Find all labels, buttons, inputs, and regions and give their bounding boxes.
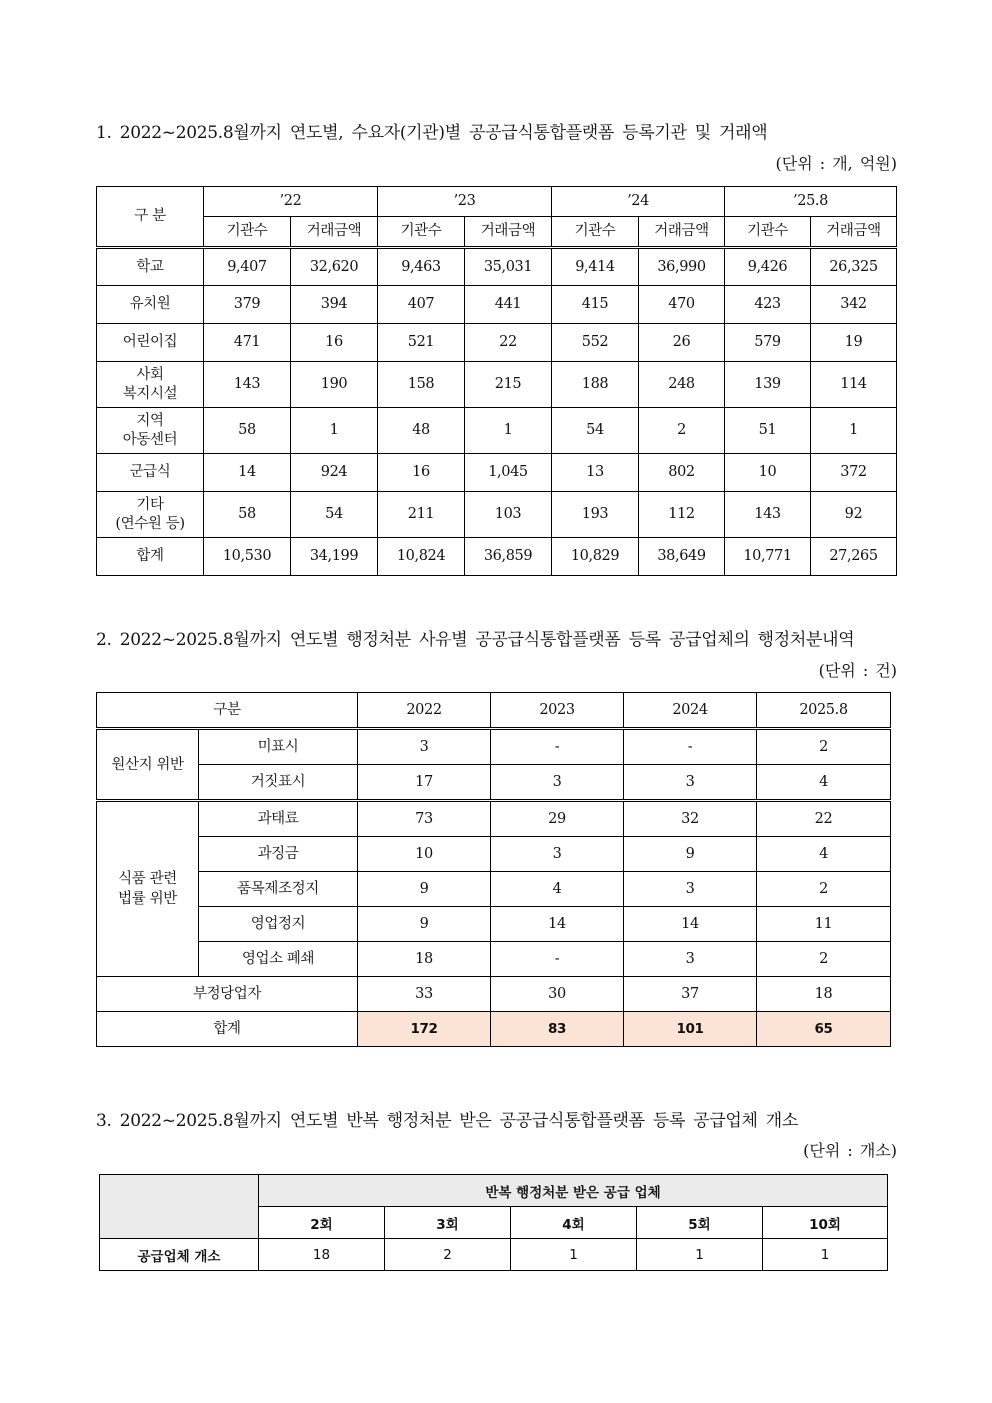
group-food-line: 식품 관련 <box>118 871 177 887</box>
cell: 112 <box>639 492 725 538</box>
total-label: 합계 <box>97 1012 358 1047</box>
cell: 407 <box>378 286 465 324</box>
header-count: 2회 <box>259 1207 385 1239</box>
cell: 2 <box>757 729 891 765</box>
header-institutions: 기관수 <box>204 217 291 248</box>
cell: 3 <box>624 942 757 977</box>
cell: 188 <box>552 362 639 408</box>
cell: 18 <box>757 977 891 1012</box>
cell: 29 <box>491 801 624 837</box>
section3-title: 3. 2022~2025.8월까지 연도별 반복 행정처분 받은 공공급식통합플랫폼 등록 공급업체 개소 <box>96 1111 799 1131</box>
cell: 248 <box>639 362 725 408</box>
cell: 33 <box>358 977 491 1012</box>
total-cell: 83 <box>491 1012 624 1047</box>
header-amount: 거래금액 <box>639 217 725 248</box>
cell: 36,990 <box>639 248 725 286</box>
cell: 10 <box>358 837 491 872</box>
administrative-actions-table <box>96 692 891 1047</box>
cell: 2 <box>757 942 891 977</box>
row-label <box>97 286 204 324</box>
table-row <box>97 408 897 454</box>
row-label-line: 사회 <box>136 366 164 383</box>
group-origin-violation: 원산지 위반 <box>97 729 199 801</box>
row-label-line: 아동센터 <box>122 431 178 448</box>
cell: 32,620 <box>291 248 378 286</box>
table-row <box>97 362 897 408</box>
table-row <box>97 248 897 286</box>
header-count: 4회 <box>511 1207 637 1239</box>
row-label <box>97 324 204 362</box>
header-category: 구분 <box>97 693 358 729</box>
header-year: ’22 <box>204 187 378 217</box>
row-label: 공급업체 개소 <box>100 1239 259 1271</box>
row-label: 부정당업자 <box>97 977 358 1012</box>
row-label-line: (연수원 등) <box>115 515 185 532</box>
cell: 92 <box>811 492 897 538</box>
cell: 1 <box>465 408 552 454</box>
header-year: 2023 <box>491 693 624 729</box>
cell: 139 <box>725 362 811 408</box>
table1-body <box>97 248 897 576</box>
cell: 193 <box>552 492 639 538</box>
section1-unit: (단위 : 개, 억원) <box>775 154 897 173</box>
row-label: 거짓표시 <box>199 765 358 801</box>
section3-unit: (단위 : 개소) <box>803 1141 897 1160</box>
table-row <box>97 492 897 538</box>
cell: 9,414 <box>552 248 639 286</box>
header-institutions: 기관수 <box>552 217 639 248</box>
row-label <box>97 362 204 408</box>
cell: 415 <box>552 286 639 324</box>
cell: 73 <box>358 801 491 837</box>
header-institutions: 기관수 <box>378 217 465 248</box>
cell: 3 <box>491 837 624 872</box>
cell: 32 <box>624 801 757 837</box>
cell: - <box>491 942 624 977</box>
group-food-law-violation <box>97 801 199 977</box>
row-label-line: 학교 <box>136 258 164 275</box>
cell: 3 <box>358 729 491 765</box>
row-label-line: 합계 <box>136 548 164 564</box>
section1-title: 1. 2022~2025.8월까지 연도별, 수요자(기관)별 공공급식통합플랫폼 등록기관 및 거래액 <box>96 123 768 143</box>
cell: 9,407 <box>204 248 291 286</box>
header-year: 2022 <box>358 693 491 729</box>
cell: 19 <box>811 324 897 362</box>
cell: 1 <box>763 1239 888 1271</box>
cell: 423 <box>725 286 811 324</box>
cell: 9 <box>358 872 491 907</box>
cell: 342 <box>811 286 897 324</box>
header-count: 10회 <box>763 1207 888 1239</box>
cell: 10 <box>725 454 811 492</box>
table-row <box>97 454 897 492</box>
cell: 48 <box>378 408 465 454</box>
header-count: 5회 <box>637 1207 763 1239</box>
cell: 36,859 <box>465 538 552 576</box>
header-group: 반복 행정처분 받은 공급 업체 <box>259 1175 888 1207</box>
table-row <box>97 286 897 324</box>
row-label <box>97 454 204 492</box>
total-cell: 172 <box>358 1012 491 1047</box>
section2-title: 2. 2022~2025.8월까지 연도별 행정처분 사유별 공공급식통합플랫폼 등록 공급업체의 행정처분내역 <box>96 630 855 650</box>
cell: 14 <box>204 454 291 492</box>
cell: 372 <box>811 454 897 492</box>
row-label: 과태료 <box>199 801 358 837</box>
cell: 58 <box>204 408 291 454</box>
cell: 17 <box>358 765 491 801</box>
header-year: 2025.8 <box>757 693 891 729</box>
cell: 22 <box>757 801 891 837</box>
cell: 9,426 <box>725 248 811 286</box>
cell: 470 <box>639 286 725 324</box>
row-label <box>97 248 204 286</box>
cell: 9,463 <box>378 248 465 286</box>
cell: 26 <box>639 324 725 362</box>
total-cell: 65 <box>757 1012 891 1047</box>
cell: 30 <box>491 977 624 1012</box>
row-label-line: 유치원 <box>129 296 171 312</box>
cell: 114 <box>811 362 897 408</box>
header-amount: 거래금액 <box>465 217 552 248</box>
cell: - <box>624 729 757 765</box>
cell: 10,771 <box>725 538 811 576</box>
cell: 22 <box>465 324 552 362</box>
cell: 4 <box>757 765 891 801</box>
group-food-line: 법률 위반 <box>118 891 177 907</box>
section2-unit: (단위 : 건) <box>818 661 897 680</box>
header-amount: 거래금액 <box>811 217 897 248</box>
cell: 211 <box>378 492 465 538</box>
cell: 2 <box>757 872 891 907</box>
cell: 103 <box>465 492 552 538</box>
cell: 10,824 <box>378 538 465 576</box>
cell: 552 <box>552 324 639 362</box>
cell: 190 <box>291 362 378 408</box>
row-label <box>97 492 204 538</box>
cell: 37 <box>624 977 757 1012</box>
cell: 16 <box>291 324 378 362</box>
cell: 18 <box>259 1239 385 1271</box>
cell: 51 <box>725 408 811 454</box>
row-label-line: 군급식 <box>129 464 171 480</box>
header-year: 2024 <box>624 693 757 729</box>
row-label: 과징금 <box>199 837 358 872</box>
cell: 579 <box>725 324 811 362</box>
cell: 3 <box>624 765 757 801</box>
cell: 27,265 <box>811 538 897 576</box>
cell: 54 <box>552 408 639 454</box>
cell: 158 <box>378 362 465 408</box>
cell: 54 <box>291 492 378 538</box>
cell: 14 <box>624 907 757 942</box>
table-row <box>97 538 897 576</box>
row-label-line: 복지시설 <box>122 385 178 402</box>
cell: 10,829 <box>552 538 639 576</box>
row-label: 품목제조정지 <box>199 872 358 907</box>
row-label-line: 기타 <box>136 496 164 513</box>
row-label <box>97 538 204 576</box>
row-label: 미표시 <box>199 729 358 765</box>
cell: 9 <box>358 907 491 942</box>
cell: 521 <box>378 324 465 362</box>
cell: 18 <box>358 942 491 977</box>
cell: 143 <box>725 492 811 538</box>
header-year: ’25.8 <box>725 187 897 217</box>
cell: 379 <box>204 286 291 324</box>
cell: 3 <box>491 765 624 801</box>
total-cell: 101 <box>624 1012 757 1047</box>
cell: 13 <box>552 454 639 492</box>
header-institutions: 기관수 <box>725 217 811 248</box>
cell: 4 <box>757 837 891 872</box>
row-label-line: 지역 <box>136 412 164 429</box>
cell: 215 <box>465 362 552 408</box>
cell: 924 <box>291 454 378 492</box>
cell: 26,325 <box>811 248 897 286</box>
header-amount: 거래금액 <box>291 217 378 248</box>
cell: - <box>491 729 624 765</box>
row-label <box>97 408 204 454</box>
cell: 1,045 <box>465 454 552 492</box>
cell: 58 <box>204 492 291 538</box>
header-year: ’23 <box>378 187 552 217</box>
cell: 4 <box>491 872 624 907</box>
header-category: 구 분 <box>97 187 204 248</box>
cell: 802 <box>639 454 725 492</box>
row-label: 영업정지 <box>199 907 358 942</box>
cell: 441 <box>465 286 552 324</box>
cell: 1 <box>291 408 378 454</box>
cell: 1 <box>811 408 897 454</box>
cell: 10,530 <box>204 538 291 576</box>
cell: 394 <box>291 286 378 324</box>
cell: 2 <box>385 1239 511 1271</box>
cell: 2 <box>639 408 725 454</box>
cell: 34,199 <box>291 538 378 576</box>
cell: 3 <box>624 872 757 907</box>
table-row <box>97 324 897 362</box>
cell: 143 <box>204 362 291 408</box>
cell: 14 <box>491 907 624 942</box>
header-blank <box>100 1175 259 1239</box>
header-year: ’24 <box>552 187 725 217</box>
cell: 35,031 <box>465 248 552 286</box>
cell: 1 <box>511 1239 637 1271</box>
cell: 471 <box>204 324 291 362</box>
cell: 11 <box>757 907 891 942</box>
cell: 38,649 <box>639 538 725 576</box>
institutions-transactions-table <box>96 186 897 576</box>
header-count: 3회 <box>385 1207 511 1239</box>
row-label-line: 어린이집 <box>122 334 178 350</box>
cell: 9 <box>624 837 757 872</box>
cell: 16 <box>378 454 465 492</box>
row-label: 영업소 폐쇄 <box>199 942 358 977</box>
repeat-actions-table <box>99 1174 888 1271</box>
cell: 1 <box>637 1239 763 1271</box>
